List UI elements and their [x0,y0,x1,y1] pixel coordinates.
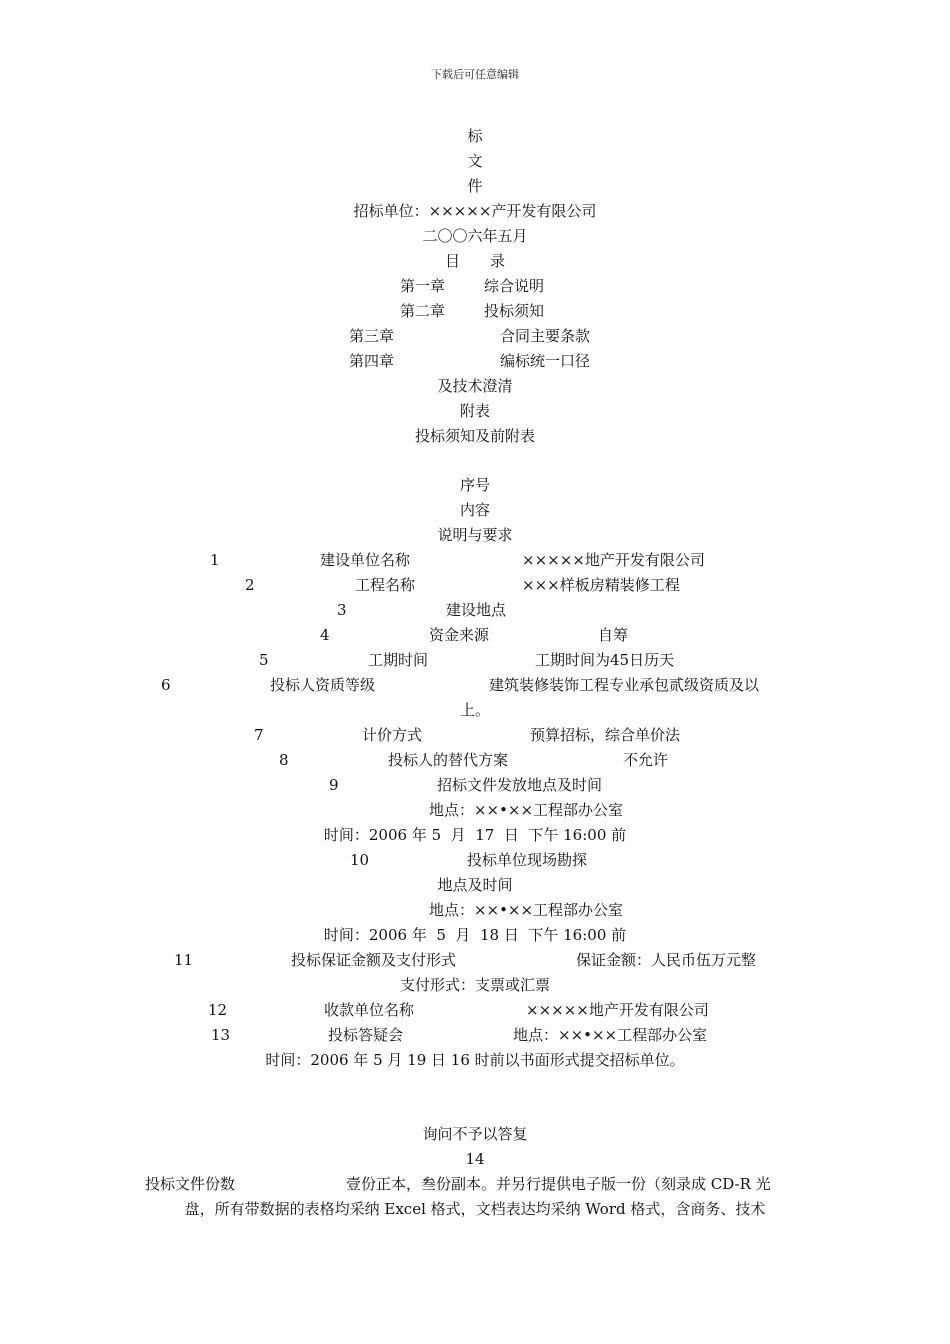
toc-appendix: 附表 [459,402,490,420]
row-10-no: 10 [350,851,370,869]
row-5-content: 工期时间 [368,651,429,669]
row-13-desc-time: 时间：2006 年 5 月 19 日 16 时前以书面形式提交招标单位。 [265,1051,685,1069]
toc-chapter-1: 第一章 [400,277,446,295]
table-header-content: 内容 [459,501,490,519]
cover-title-char-2: 文 [467,152,483,170]
row-11-no: 11 [174,951,194,969]
row-11-desc-payment: 支付形式：支票或汇票 [399,976,550,994]
row-14-desc: 壹份正本，叁份副本。并另行提供电子版一份（刻录成 CD-R 光 [346,1175,771,1193]
cover-title-char-1: 标 [467,127,483,145]
row-8-content: 投标人的替代方案 [388,751,509,769]
row-1-content: 建设单位名称 [320,551,411,569]
row-10-desc-time: 时间：2006 年 5 月 18 日 下午 16:00 前 [323,926,627,944]
row-1-no: 1 [210,551,220,569]
row-7-desc: 预算招标，综合单价法 [530,726,681,744]
row-5-desc: 工期时间为45日历天 [535,651,675,669]
toc-name-3: 合同主要条款 [500,327,591,345]
row-10-content: 投标单位现场勘探 [467,851,588,869]
row-4-desc: 自筹 [598,626,629,644]
toc-chapter-2: 第二章 [400,302,446,320]
toc-name-4: 编标统一口径 [500,352,591,370]
row-10-content-continuation: 地点及时间 [437,876,513,894]
toc-chapter-4: 第四章 [349,352,395,370]
cover-title-char-3: 件 [467,177,483,195]
page-header: 下载后可任意编辑 [431,68,519,81]
row-4-content: 资金来源 [429,626,490,644]
row-13-content: 投标答疑会 [328,1026,404,1044]
row-6-no: 6 [161,676,171,694]
toc-name-2: 投标须知 [484,302,545,320]
row-2-content: 工程名称 [355,576,416,594]
row-10-desc: 地点：××•××工程部办公室 [428,901,624,919]
table-header-no: 序号 [459,476,490,494]
row-5-no: 5 [259,651,269,669]
row-8-desc: 不允许 [623,751,669,769]
table-header-desc: 说明与要求 [437,526,513,544]
row-11-content: 投标保证金额及支付形式 [291,951,457,969]
row-9-desc-time: 时间：2006 年 5 月 17 日 下午 16:00 前 [323,826,627,844]
row-3-content: 建设地点 [446,601,507,619]
row-2-no: 2 [245,576,255,594]
row-13-desc-note: 询问不予以答复 [422,1125,528,1143]
row-6-desc-continuation: 上。 [459,701,490,719]
row-14-no: 14 [465,1150,485,1168]
row-3-no: 3 [337,601,347,619]
toc-item-4-continuation: 及技术澄清 [437,377,513,395]
row-9-no: 9 [329,776,339,794]
cover-date: 二〇〇六年五月 [422,227,528,245]
row-6-desc: 建筑装修装饰工程专业承包贰级资质及以 [489,676,760,694]
row-12-desc: ×××××地产开发有限公司 [526,1001,709,1019]
toc-title: 目 录 [444,252,505,270]
row-9-desc: 地点：××•××工程部办公室 [428,801,624,819]
row-14-content: 投标文件份数 [145,1175,236,1193]
row-11-desc: 保证金额：人民币伍万元整 [576,951,757,969]
cover-issuer: 招标单位：×××××产开发有限公司 [353,202,597,220]
row-8-no: 8 [279,751,289,769]
row-14-desc-continuation: 盘，所有带数据的表格均采纳 Excel 格式，文档表达均采纳 Word 格式，含商务、技术 [184,1200,766,1218]
row-7-no: 7 [254,726,264,744]
row-12-no: 12 [208,1001,228,1019]
row-1-desc: ×××××地产开发有限公司 [522,551,705,569]
table-title: 投标须知及前附表 [414,427,535,445]
row-7-content: 计价方式 [362,726,423,744]
row-13-no: 13 [211,1026,231,1044]
row-4-no: 4 [320,626,330,644]
row-6-content: 投标人资质等级 [270,676,376,694]
toc-name-1: 综合说明 [484,277,545,295]
row-12-content: 收款单位名称 [324,1001,415,1019]
row-2-desc: ×××样板房精装修工程 [522,576,680,594]
toc-chapter-3: 第三章 [349,327,395,345]
row-9-content: 招标文件发放地点及时间 [437,776,603,794]
row-13-desc: 地点：××•××工程部办公室 [513,1026,708,1044]
